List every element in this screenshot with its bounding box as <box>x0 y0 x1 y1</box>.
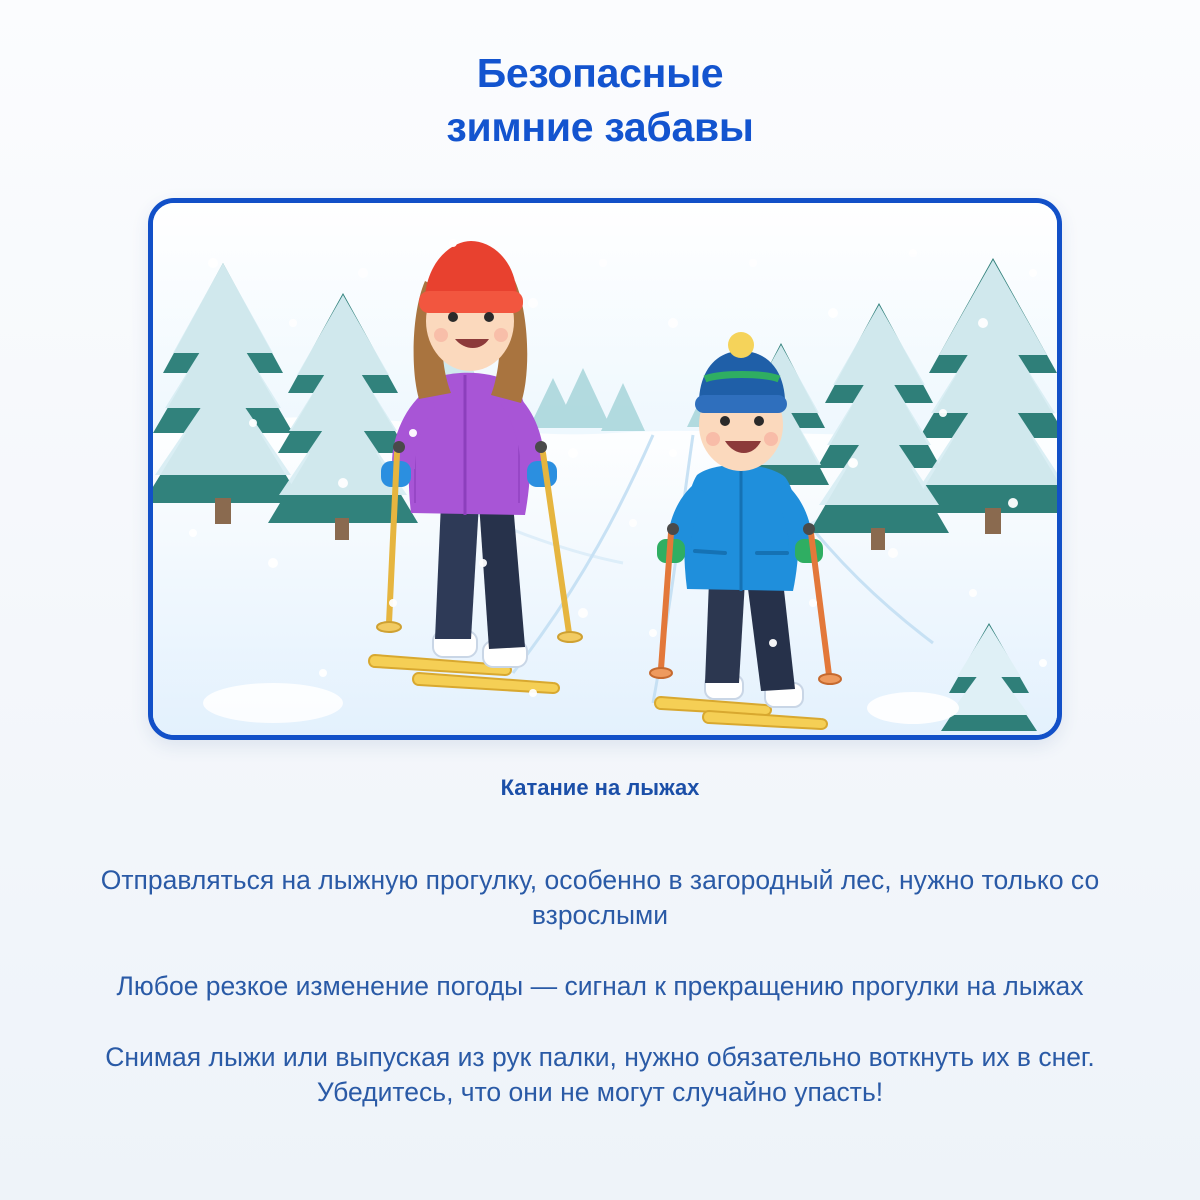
page-title-line-1: Безопасные <box>476 50 724 96</box>
page-title-line-2: зимние забавы <box>446 104 754 151</box>
tip-item-3: Снимая лыжи или выпуская из рук палки, нужно обязательно воткнуть их в снег. Убедитесь, что они не могут случайно упасть! <box>105 1042 1095 1108</box>
section-caption: Катание на лыжах <box>500 775 700 800</box>
page-title <box>0 0 1200 154</box>
illustration-card <box>148 198 1062 740</box>
scene-artwork <box>153 203 1057 735</box>
tip-item-1: Отправляться на лыжную прогулку, особенно в загородный лес, нужно только со взрослыми <box>100 864 1100 930</box>
tips-list <box>90 836 1110 1111</box>
tip-item-2: Любое резкое изменение погоды — сигнал к прекращению прогулки на лыжах <box>116 970 1084 1001</box>
winter-scene <box>153 203 1057 735</box>
